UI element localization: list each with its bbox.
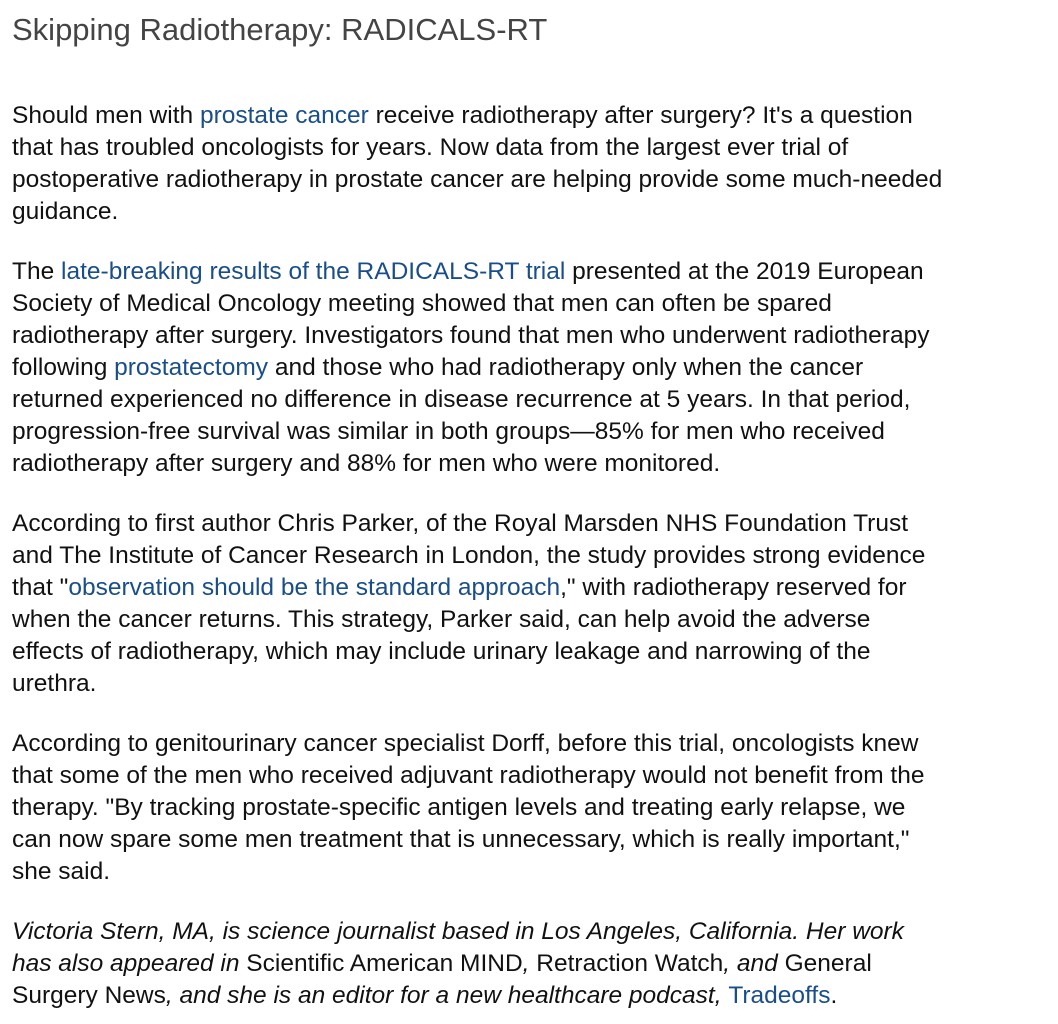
text: Should men with [12,102,200,129]
paragraph-dorff-quote [12,728,1058,888]
text-line: returned experienced no difference in disease recurrence at 5 years. In that period, [12,386,911,413]
text-line [12,572,1058,604]
text: receive radiotherapy after surgery? It's a question [368,102,913,129]
paragraph-parker-quote [12,508,1058,700]
text-line: can now spare some men treatment that is unnecessary, which is really important," [12,826,910,853]
text-line: radiotherapy after surgery and 88% for men who were monitored. [12,450,721,477]
text-line: therapy. "By tracking prostate-specific antigen levels and treating early relapse, we [12,794,906,821]
text-line: Victoria Stern, MA, is science journalist based in Los Angeles, California. Her work [12,918,904,945]
text: following [12,354,115,381]
text-line: effects of radiotherapy, which may include urinary leakage and narrowing of the [12,638,871,665]
text-line [12,352,1058,384]
text: , and she is an editor for a new healthcare podcast, [165,982,729,1009]
text-line: According to first author Chris Parker, of the Royal Marsden NHS Foundation Trust [12,510,909,537]
text-line: guidance. [12,198,119,225]
text-line: progression-free survival was similar in both groups—85% for men who received [12,418,885,445]
text: and those who had radiotherapy only when the cancer [268,354,864,381]
radicals-rt-results-link[interactable]: late-breaking results of the RADICALS-RT trial [61,258,566,285]
text-line: radiotherapy after surgery. Investigators found that men who underwent radiotherapy [12,322,930,349]
publication-name: Retraction Watch [536,950,724,977]
text: that " [12,574,69,601]
paragraph-results [12,256,1058,480]
text-line [12,100,1058,132]
author-bio [12,916,1058,1012]
observation-standard-link[interactable]: observation should be the standard approach [68,574,561,601]
article [12,0,1058,1012]
publication-name: Scientific American MIND [246,950,523,977]
publication-name: General [784,950,872,977]
text-line [12,948,1058,980]
page-title: Skipping Radiotherapy: RADICALS-RT [12,12,548,47]
text-line: that some of the men who received adjuvant radiotherapy would not benefit from the [12,762,925,789]
prostate-cancer-link[interactable]: prostate cancer [199,102,369,129]
text: , and [723,950,785,977]
text-line: that has troubled oncologists for years. Now data from the largest ever trial of [12,134,849,161]
text-line: and The Institute of Cancer Research in London, the study provides strong evidence [12,542,926,569]
text-line: According to genitourinary cancer specialist Dorff, before this trial, oncologists knew [12,730,919,757]
publication-name: Surgery News [12,982,166,1009]
text-line: postoperative radiotherapy in prostate cancer are helping provide some much-needed [12,166,943,193]
text: presented at the 2019 European [565,258,924,285]
text-line: she said. [12,858,111,885]
tradeoffs-podcast-link[interactable]: Tradeoffs [728,982,831,1009]
text: , [522,950,537,977]
text-line: urethra. [12,670,97,697]
text-line [12,256,1058,288]
text: . [830,982,838,1009]
paragraph-intro [12,100,1058,228]
text: The [12,258,62,285]
text: has also appeared in [12,950,247,977]
prostatectomy-link[interactable]: prostatectomy [114,354,269,381]
text: ," with radiotherapy reserved for [560,574,907,601]
text-line: when the cancer returns. This strategy, Parker said, can help avoid the adverse [12,606,871,633]
text-line [12,980,1058,1012]
text-line: Society of Medical Oncology meeting showed that men can often be spared [12,290,832,317]
